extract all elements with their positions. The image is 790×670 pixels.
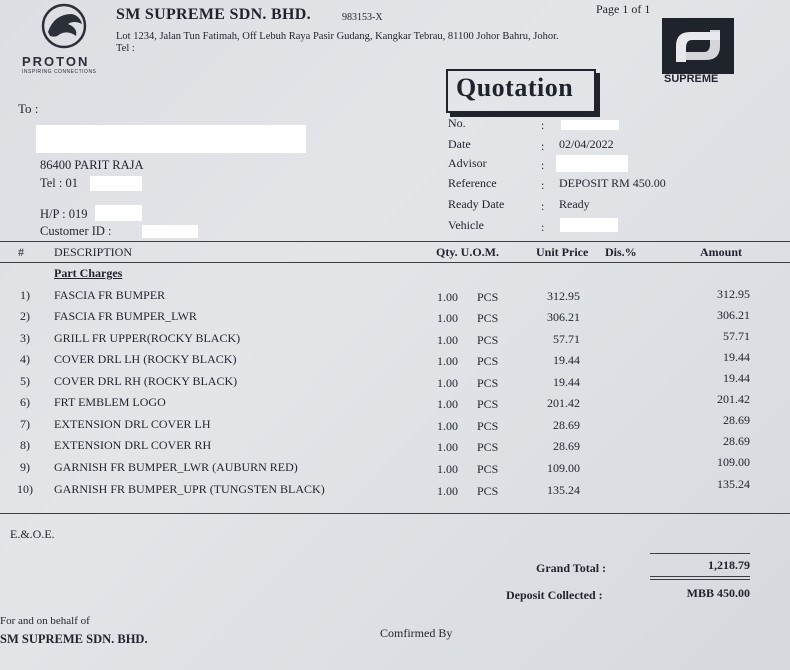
- row-unit-price: 19.44: [553, 375, 580, 389]
- customer-city: 86400 PARIT RAJA: [40, 158, 144, 172]
- row-uom: PCS: [477, 419, 499, 433]
- row-uom: PCS: [477, 333, 499, 347]
- row-unit-price: 28.69: [553, 439, 580, 453]
- customer-tel: Tel : 01: [40, 176, 79, 190]
- row-amount: 306.21: [717, 308, 750, 322]
- confirmed-by-label: Comfirmed By: [380, 626, 453, 640]
- row-description: GARNISH FR BUMPER_UPR (TUNGSTEN BLACK): [54, 482, 325, 496]
- row-description: FASCIA FR BUMPER: [54, 288, 166, 302]
- redacted-customer-name: [36, 125, 306, 153]
- row-amount: 312.95: [717, 287, 750, 301]
- registration-number: 983153-X: [342, 12, 383, 23]
- redacted-tel: [90, 176, 142, 191]
- row-description: COVER DRL RH (ROCKY BLACK): [54, 374, 238, 388]
- col-header-discount: Dis.%: [605, 245, 637, 259]
- info-label-date: Date: [448, 137, 471, 151]
- table-top-rule: [0, 241, 790, 242]
- redacted-vehicle: [560, 218, 618, 232]
- supreme-s-icon: [662, 18, 734, 74]
- total-top-rule: [650, 553, 750, 554]
- company-tel: Tel :: [116, 43, 135, 54]
- redacted-quote-no: [561, 120, 619, 130]
- document-title: Quotation: [456, 73, 574, 102]
- row-unit-price: 28.69: [553, 418, 580, 432]
- section-part-charges: Part Charges: [54, 266, 123, 280]
- row-qty: 1.00: [437, 462, 458, 476]
- company-address: Lot 1234, Jalan Tun Fatimah, Off Lebuh Raya Pasir Gudang, Kangkar Tebrau, 81100 Johor Bahru, Johor.: [116, 31, 559, 42]
- row-description: GRILL FR UPPER(ROCKY BLACK): [54, 331, 241, 345]
- row-number: 1): [20, 288, 30, 302]
- row-uom: PCS: [477, 397, 499, 411]
- table-header-rule: [0, 262, 790, 263]
- col-header-description: DESCRIPTION: [54, 245, 133, 259]
- row-number: 2): [20, 309, 30, 323]
- row-uom: PCS: [477, 462, 499, 476]
- row-number: 9): [20, 460, 30, 474]
- row-amount: 135.24: [717, 477, 750, 491]
- redacted-hp: [95, 205, 142, 221]
- row-qty: 1.00: [437, 397, 458, 411]
- row-amount: 201.42: [717, 392, 750, 406]
- to-label: To :: [18, 101, 39, 116]
- eoe-note: E.&.O.E.: [10, 527, 55, 541]
- info-colon: :: [541, 178, 545, 192]
- supreme-wordmark: SUPREME: [664, 73, 719, 85]
- supreme-logo: [662, 18, 734, 86]
- row-number: 5): [20, 374, 30, 388]
- row-unit-price: 312.95: [547, 289, 580, 303]
- info-label-no: No.: [448, 116, 466, 130]
- grand-total-label: Grand Total :: [536, 561, 607, 575]
- row-description: FASCIA FR BUMPER_LWR: [54, 309, 197, 323]
- page-number: Page 1 of 1: [596, 2, 651, 16]
- table-bottom-rule: [0, 513, 790, 514]
- row-uom: PCS: [477, 376, 499, 390]
- col-header-number: #: [18, 245, 24, 259]
- row-number: 10): [17, 482, 33, 496]
- row-number: 7): [20, 417, 30, 431]
- row-description: EXTENSION DRL COVER LH: [54, 417, 211, 431]
- proton-logo: [22, 2, 122, 76]
- row-qty: 1.00: [437, 311, 458, 325]
- customer-hp: H/P : 019: [40, 207, 88, 221]
- deposit-collected-label: Deposit Collected :: [506, 588, 603, 602]
- redacted-customer-id: [142, 225, 198, 238]
- row-qty: 1.00: [437, 333, 458, 347]
- row-qty: 1.00: [437, 440, 458, 454]
- info-colon: :: [541, 199, 545, 213]
- info-value-reference: DEPOSIT RM 450.00: [559, 176, 666, 190]
- row-number: 6): [20, 395, 30, 409]
- info-colon: :: [541, 118, 545, 132]
- info-label-advisor: Advisor: [448, 156, 487, 170]
- row-uom: PCS: [477, 440, 499, 454]
- row-description: GARNISH FR BUMPER_LWR (AUBURN RED): [54, 460, 298, 474]
- info-label-ready-date: Ready Date: [448, 197, 505, 211]
- col-header-qty-uom: Qty. U.O.M.: [436, 245, 499, 259]
- row-unit-price: 135.24: [547, 483, 580, 497]
- row-description: FRT EMBLEM LOGO: [54, 395, 166, 409]
- row-uom: PCS: [477, 311, 499, 325]
- row-unit-price: 109.00: [547, 461, 580, 475]
- row-amount: 28.69: [723, 434, 750, 448]
- on-behalf-label: For and on behalf of: [0, 615, 90, 627]
- row-number: 4): [20, 352, 30, 366]
- col-header-unit-price: Unit Price: [536, 245, 589, 259]
- row-amount: 109.00: [717, 455, 750, 469]
- info-colon: :: [541, 158, 545, 172]
- info-colon: :: [541, 139, 545, 153]
- row-qty: 1.00: [437, 290, 458, 304]
- deposit-collected-value: MBB 450.00: [686, 586, 750, 600]
- row-qty: 1.00: [437, 484, 458, 498]
- row-uom: PCS: [477, 354, 499, 368]
- info-label-vehicle: Vehicle: [448, 218, 484, 232]
- col-header-amount: Amount: [700, 245, 743, 259]
- company-name: SM SUPREME SDN. BHD.: [116, 6, 311, 23]
- info-value-date: 02/04/2022: [559, 137, 614, 151]
- row-unit-price: 19.44: [553, 353, 580, 367]
- info-colon: :: [541, 220, 545, 234]
- proton-tagline: INSPIRING CONNECTIONS: [22, 69, 97, 75]
- row-uom: PCS: [477, 290, 499, 304]
- customer-id: Customer ID :: [40, 224, 112, 238]
- info-label-reference: Reference: [448, 176, 497, 190]
- row-unit-price: 201.42: [547, 396, 580, 410]
- row-unit-price: 306.21: [547, 310, 580, 324]
- row-amount: 19.44: [723, 350, 750, 364]
- row-uom: PCS: [477, 484, 499, 498]
- info-value-ready-date: Ready: [559, 197, 590, 211]
- grand-total-value: 1,218.79: [708, 558, 750, 572]
- footer-company-name: SM SUPREME SDN. BHD.: [0, 632, 148, 646]
- row-amount: 19.44: [723, 371, 750, 385]
- row-qty: 1.00: [437, 419, 458, 433]
- total-double-rule-1: [650, 576, 750, 577]
- row-amount: 57.71: [723, 329, 750, 343]
- row-number: 3): [20, 331, 30, 345]
- redacted-advisor: [556, 155, 628, 172]
- row-qty: 1.00: [437, 354, 458, 368]
- row-description: EXTENSION DRL COVER RH: [54, 438, 212, 452]
- row-amount: 28.69: [723, 413, 750, 427]
- row-unit-price: 57.71: [553, 332, 580, 346]
- proton-wordmark: PROTON: [22, 54, 90, 69]
- total-double-rule-2: [650, 579, 750, 580]
- row-number: 8): [20, 438, 30, 452]
- row-qty: 1.00: [437, 376, 458, 390]
- row-description: COVER DRL LH (ROCKY BLACK): [54, 352, 237, 366]
